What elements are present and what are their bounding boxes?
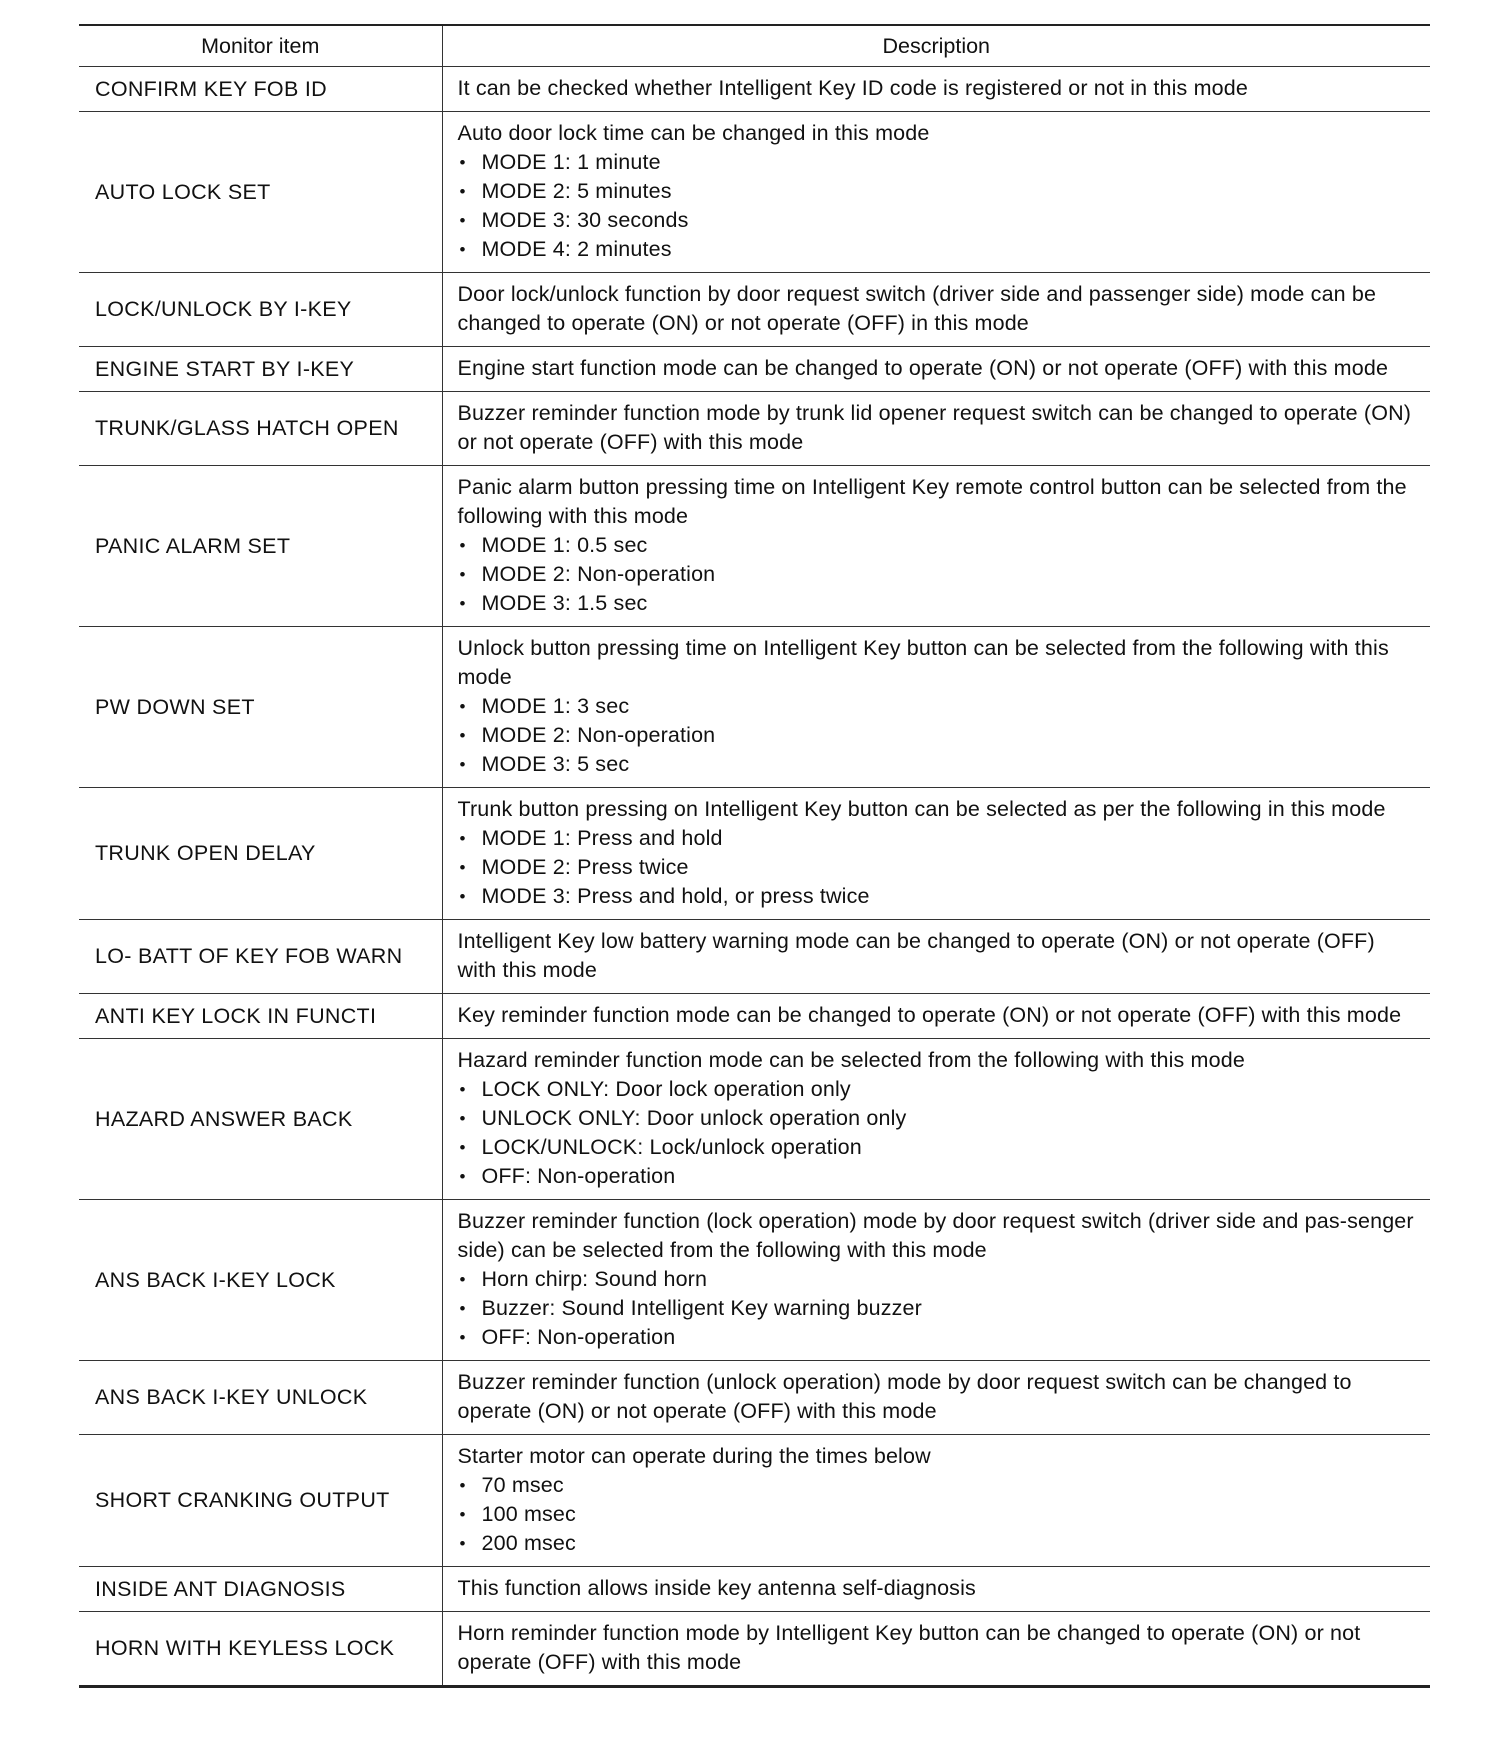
description-cell [442,1361,1430,1435]
description-text: Auto door lock time can be changed in this mode [457,121,930,145]
table-body [79,67,1430,1687]
monitor-item-cell: TRUNK/GLASS HATCH OPEN [79,392,442,466]
option-list [458,1471,1417,1558]
table-header-row [79,25,1430,67]
description-text: Buzzer reminder function (lock operation) mode by door request switch (driver side and pas-senger side) can be selected from the following with this mode [457,1209,1414,1262]
option-list [458,148,1417,264]
monitor-item-table-container [79,24,1430,1688]
option-list [458,1265,1417,1352]
table-row [79,347,1430,392]
table-row [79,788,1430,920]
description-text: Trunk button pressing on Intelligent Key button can be selected as per the following in this mode [457,797,1386,821]
monitor-item-cell: SHORT CRANKING OUTPUT [79,1435,442,1567]
option-list-item: • MODE 1: Press and hold [458,824,1417,853]
description-cell [442,1612,1430,1687]
option-list-item: • MODE 2: 5 minutes [458,177,1417,206]
description-cell [442,392,1430,466]
table-row [79,466,1430,627]
option-list-item: • MODE 2: Press twice [458,853,1417,882]
description-cell [442,920,1430,994]
description-text: Door lock/unlock function by door request switch (driver side and passenger side) mode can be changed to operate (ON) or not operate (OFF) in this mode [457,282,1377,335]
option-list-item: • UNLOCK ONLY: Door unlock operation only [458,1104,1417,1133]
option-list-item: • MODE 3: Press and hold, or press twice [458,882,1417,911]
description-text: Buzzer reminder function (unlock operation) mode by door request switch can be changed to operate (ON) or not operate (OFF) with this mode [457,1370,1352,1423]
table-row [79,994,1430,1039]
table-row [79,627,1430,788]
description-cell [442,627,1430,788]
description-cell [442,112,1430,273]
table-row [79,920,1430,994]
table-row [79,273,1430,347]
monitor-item-cell: LOCK/UNLOCK BY I-KEY [79,273,442,347]
description-cell [442,347,1430,392]
header-monitor-item: Monitor item [79,25,442,67]
monitor-item-cell: ANTI KEY LOCK IN FUNCTI [79,994,442,1039]
monitor-item-cell: INSIDE ANT DIAGNOSIS [79,1567,442,1612]
description-text: Panic alarm button pressing time on Intelligent Key remote control button can be selected from the following with this mode [457,475,1407,528]
option-list-item: • MODE 3: 1.5 sec [458,589,1417,618]
description-text: Engine start function mode can be changed to operate (ON) or not operate (OFF) with this mode [457,356,1389,380]
option-list-item: • MODE 1: 0.5 sec [458,531,1417,560]
description-text: Key reminder function mode can be changed to operate (ON) or not operate (OFF) with this mode [457,1003,1402,1027]
description-text: This function allows inside key antenna self-diagnosis [457,1576,976,1600]
option-list [458,692,1417,779]
option-list-item: • LOCK/UNLOCK: Lock/unlock operation [458,1133,1417,1162]
description-text: Horn reminder function mode by Intelligent Key button can be changed to operate (ON) or not operate (OFF) with this mode [457,1621,1361,1674]
monitor-item-cell: ANS BACK I-KEY UNLOCK [79,1361,442,1435]
description-text: Hazard reminder function mode can be selected from the following with this mode [457,1048,1245,1072]
description-cell [442,1567,1430,1612]
option-list-item: • MODE 3: 5 sec [458,750,1417,779]
option-list-item: • MODE 3: 30 seconds [458,206,1417,235]
description-cell [442,1435,1430,1567]
table-row [79,1435,1430,1567]
description-cell [442,67,1430,112]
option-list [458,824,1417,911]
description-text: Starter motor can operate during the times below [457,1444,931,1468]
option-list-item: • Buzzer: Sound Intelligent Key warning buzzer [458,1294,1417,1323]
table-row [79,67,1430,112]
description-cell [442,466,1430,627]
option-list-item: • OFF: Non-operation [458,1162,1417,1191]
table-row [79,1612,1430,1687]
monitor-item-cell: HORN WITH KEYLESS LOCK [79,1612,442,1687]
monitor-item-cell: AUTO LOCK SET [79,112,442,273]
option-list-item: • MODE 2: Non-operation [458,560,1417,589]
monitor-item-cell: CONFIRM KEY FOB ID [79,67,442,112]
monitor-item-cell: ENGINE START BY I-KEY [79,347,442,392]
option-list-item: • MODE 1: 3 sec [458,692,1417,721]
monitor-item-cell: HAZARD ANSWER BACK [79,1039,442,1200]
table-row [79,1361,1430,1435]
table-row [79,392,1430,466]
table-row [79,112,1430,273]
description-cell [442,788,1430,920]
monitor-item-cell: TRUNK OPEN DELAY [79,788,442,920]
option-list-item: • MODE 4: 2 minutes [458,235,1417,264]
option-list-item: • OFF: Non-operation [458,1323,1417,1352]
monitor-item-cell: LO- BATT OF KEY FOB WARN [79,920,442,994]
description-cell [442,994,1430,1039]
option-list-item: • Horn chirp: Sound horn [458,1265,1417,1294]
description-cell [442,1039,1430,1200]
option-list [458,531,1417,618]
table-row [79,1567,1430,1612]
option-list-item: • MODE 1: 1 minute [458,148,1417,177]
monitor-item-cell: PANIC ALARM SET [79,466,442,627]
description-text: It can be checked whether Intelligent Key ID code is registered or not in this mode [457,76,1248,100]
monitor-item-cell: ANS BACK I-KEY LOCK [79,1200,442,1361]
monitor-item-cell: PW DOWN SET [79,627,442,788]
option-list-item: • 200 msec [458,1529,1417,1558]
table-row [79,1200,1430,1361]
option-list [458,1075,1417,1191]
description-text: Intelligent Key low battery warning mode can be changed to operate (ON) or not operate (OFF) with this mode [457,929,1375,982]
option-list-item: • MODE 2: Non-operation [458,721,1417,750]
description-text: Buzzer reminder function mode by trunk lid opener request switch can be changed to operate (ON) or not operate (OFF) with this mode [457,401,1412,454]
option-list-item: • LOCK ONLY: Door lock operation only [458,1075,1417,1104]
description-cell [442,273,1430,347]
description-cell [442,1200,1430,1361]
table-row [79,1039,1430,1200]
description-text: Unlock button pressing time on Intelligent Key button can be selected from the following with this mode [457,636,1389,689]
monitor-item-table [79,24,1430,1688]
header-description: Description [442,25,1430,67]
option-list-item: • 70 msec [458,1471,1417,1500]
option-list-item: • 100 msec [458,1500,1417,1529]
